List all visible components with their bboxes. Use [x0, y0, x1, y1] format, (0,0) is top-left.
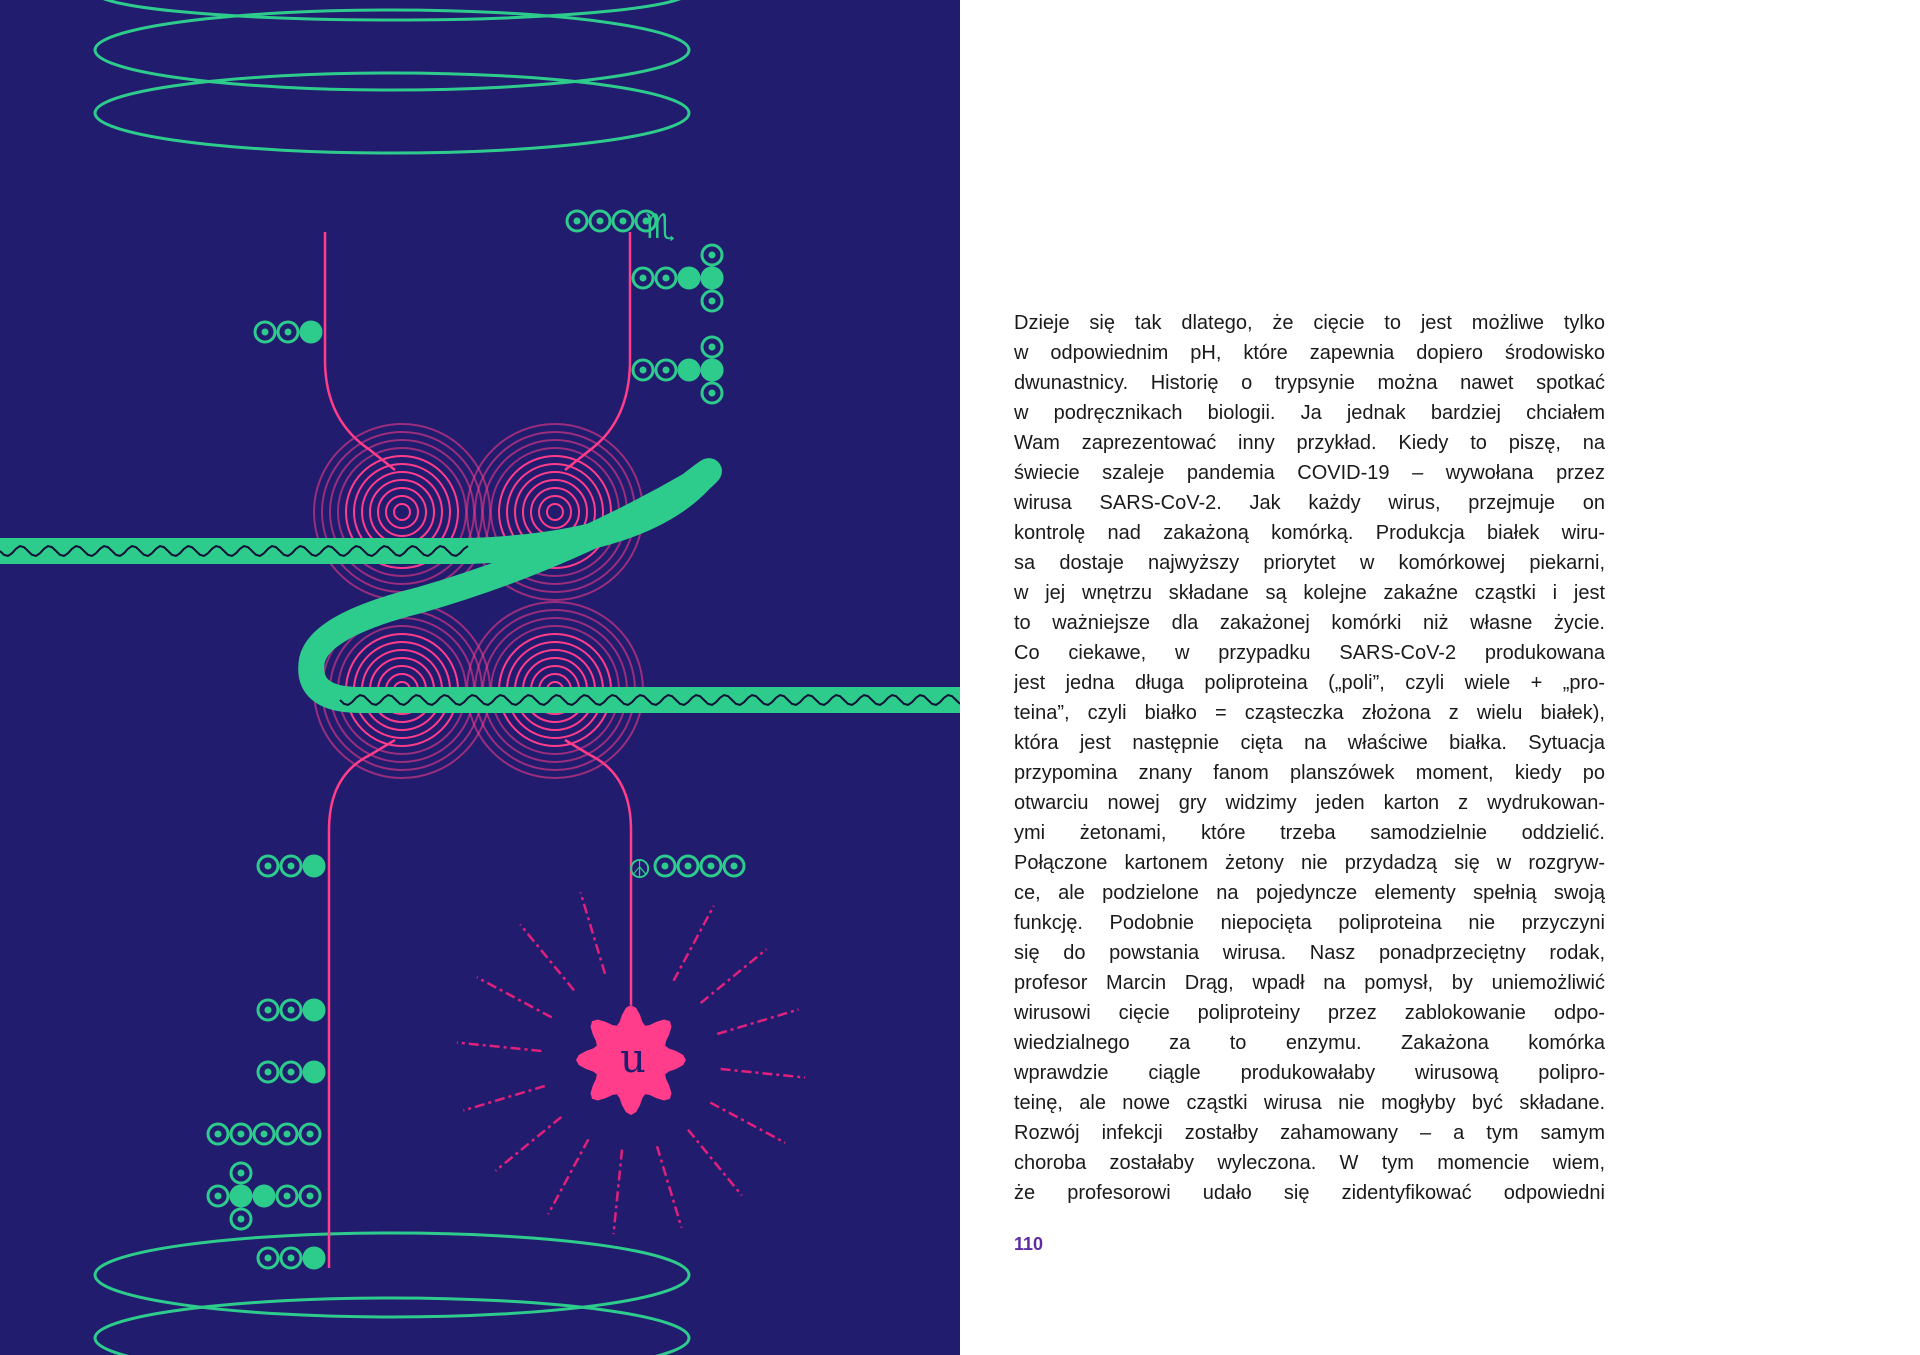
- ring-top-3: [95, 73, 689, 153]
- amino-acid-circle: [281, 856, 301, 876]
- amino-acid-circle: [679, 268, 699, 288]
- pink-strand-lines: [325, 232, 631, 1268]
- ribosome-concentric-circles: [314, 424, 643, 778]
- text-line: Wam zaprezentować inny przykład. Kiedy to piszę, na: [1014, 432, 1605, 454]
- amino-acid-circle: [656, 360, 676, 380]
- amino-acid-circle: [702, 337, 722, 357]
- amino-acid-circle: [258, 856, 278, 876]
- text-line: teinę, ale nowe cząstki wirusa nie mogłyby być składane.: [1014, 1092, 1605, 1114]
- amino-acid-circle: [702, 383, 722, 403]
- text-line: wirusa SARS-CoV-2. Jak każdy wirus, przejmuje on: [1014, 492, 1605, 514]
- burst-ray: [496, 1117, 562, 1171]
- page-number: 110: [1014, 1234, 1044, 1254]
- burst-ray: [717, 1010, 798, 1035]
- amino-acid-circle: [633, 268, 653, 288]
- text-line: wirusowi cięcie poliproteiny przez zablokowanie odpo-: [1014, 1002, 1605, 1024]
- amino-acid-circle: [254, 1186, 274, 1206]
- amino-acid-circle: [678, 856, 698, 876]
- amino-acid-circle: [702, 245, 722, 265]
- text-line: teina”, czyli białko = cząsteczka złożona z wielu białek),: [1014, 702, 1605, 724]
- text-line: się do powstania wirusa. Nasz ponadprzeciętny rodak,: [1014, 942, 1605, 964]
- amino-acid-circle: [590, 211, 610, 231]
- text-line: która jest następnie cięta na właściwe białka. Sytuacja: [1014, 732, 1605, 754]
- amino-acid-circle: [231, 1124, 251, 1144]
- amino-acid-circle: [231, 1209, 251, 1229]
- burst-ray: [688, 1130, 742, 1196]
- burst-ray: [614, 1150, 623, 1235]
- text-line: dwunastnicy. Historię o trypsynie można nawet spotkać: [1014, 372, 1605, 394]
- amino-acid-circle: [655, 856, 675, 876]
- amino-acid-circle: [258, 1062, 278, 1082]
- burst-ray: [674, 906, 714, 981]
- text-line: w odpowiednim pH, które zapewnia dopiero środowisko: [1014, 342, 1605, 364]
- text-line: sa dostaje najwyższy priorytet w komórkowej piekarni,: [1014, 552, 1605, 574]
- burst-ray: [721, 1069, 806, 1078]
- ring-bottom-1: [95, 1233, 689, 1317]
- zodiac-scorpio-icon: ♏: [645, 207, 676, 247]
- amino-acid-circle: [304, 856, 324, 876]
- text-line: jest jedna długa poliproteina („poli”, czyli wiele + „pro-: [1014, 672, 1605, 694]
- ribosome-ring: [394, 504, 410, 520]
- amino-acid-circle: [281, 1062, 301, 1082]
- text-line: kontrolę nad zakażoną komórką. Produkcja białek wiru-: [1014, 522, 1605, 544]
- amino-acid-circle: [304, 1248, 324, 1268]
- amino-acid-circle: [277, 1186, 297, 1206]
- membrane-rings-top: [95, 0, 689, 153]
- text-line: funkcję. Podobnie niepocięta poliproteina nie przyczyni: [1014, 912, 1605, 934]
- star-letter-u: u: [620, 1036, 646, 1082]
- burst-ray: [520, 925, 574, 991]
- burst-ray: [457, 1043, 542, 1052]
- text-line: przypomina znany fanom planszówek moment, kiedy po: [1014, 762, 1605, 784]
- text-line: Co ciekawe, w przypadku SARS-CoV-2 produkowana: [1014, 642, 1605, 664]
- amino-acid-circle: [301, 322, 321, 342]
- amino-acid-circle: [567, 211, 587, 231]
- ribosome-ring: [539, 496, 571, 528]
- amino-acid-chains: [208, 211, 744, 1268]
- text-page: [960, 0, 1920, 1355]
- amino-acid-circle: [304, 1000, 324, 1020]
- amino-acid-circle: [208, 1186, 228, 1206]
- text-line: profesor Marcin Drąg, wpadł na pomysł, by uniemożliwić: [1014, 972, 1605, 994]
- amino-acid-circle: [300, 1186, 320, 1206]
- text-line: otwarciu nowej gry widzimy jeden karton z wydrukowan-: [1014, 792, 1605, 814]
- burst-ray: [581, 892, 606, 973]
- text-line: Połączone kartonem żetony nie przydadzą się w rozgryw-: [1014, 852, 1605, 874]
- text-line: Dzieje się tak dlatego, że cięcie to jest możliwe tylko: [1014, 312, 1605, 334]
- burst-ray: [548, 1139, 588, 1214]
- ribbon-band: [0, 471, 960, 700]
- text-line: wprawdzie ciągle produkowałaby wirusową polipro-: [1014, 1062, 1605, 1084]
- text-line: ce, ale podzielone na pojedyncze elementy spełnią swoją: [1014, 882, 1605, 904]
- burst-ray: [657, 1146, 682, 1227]
- amino-acid-circle: [254, 1124, 274, 1144]
- text-line: ymi żetonami, które trzeba samodzielnie oddzielić.: [1014, 822, 1605, 844]
- amino-acid-circle: [277, 1124, 297, 1144]
- pink-strand-bottom-left: [329, 740, 395, 1268]
- amino-acid-circle: [231, 1186, 251, 1206]
- amino-acid-circle: [258, 1000, 278, 1020]
- ring-top-2: [95, 10, 689, 90]
- amino-acid-circle: [278, 322, 298, 342]
- body-paragraph: [1014, 308, 1605, 1208]
- text-line: że profesorowi udało się zidentyfikować odpowiedni: [1014, 1182, 1605, 1204]
- text-line: świecie szaleje pandemia COVID-19 – wywołana przez: [1014, 462, 1605, 484]
- amino-acid-circle: [304, 1062, 324, 1082]
- amino-acid-circle: [679, 360, 699, 380]
- text-line: wiedzialnego za to enzymu. Zakażona komórka: [1014, 1032, 1605, 1054]
- text-line: choroba zostałaby wyleczona. W tym momencie wiem,: [1014, 1152, 1605, 1174]
- burst-ray: [710, 1103, 785, 1143]
- ring-bottom-2: [95, 1298, 689, 1355]
- text-line: to ważniejsze dla zakażonej komórki niż własne życie.: [1014, 612, 1605, 634]
- amino-acid-circle: [281, 1000, 301, 1020]
- amino-acid-circle: [656, 268, 676, 288]
- ribosome-ring: [370, 480, 434, 544]
- star-enzyme: [576, 1005, 686, 1115]
- ribosome-ring: [386, 496, 418, 528]
- amino-acid-circle: [258, 1248, 278, 1268]
- amino-acid-circle: [633, 360, 653, 380]
- amino-acid-circle: [300, 1124, 320, 1144]
- burst-ray: [701, 949, 767, 1003]
- amino-acid-circle: [231, 1163, 251, 1183]
- ribosome-ring: [547, 504, 563, 520]
- text-line: w podręcznikach biologii. Ja jednak bardziej chciałem: [1014, 402, 1605, 424]
- amino-acid-circle: [255, 322, 275, 342]
- scorpio-glyph: [645, 207, 675, 247]
- peace-symbol-icon: ☮: [628, 855, 652, 885]
- burst-ray: [477, 977, 552, 1017]
- text-line: w jej wnętrzu składane są kolejne zakaźne cząstki i jest: [1014, 582, 1605, 604]
- membrane-rings-bottom: [95, 1233, 689, 1355]
- burst-ray: [463, 1086, 544, 1111]
- amino-acid-circle: [702, 291, 722, 311]
- amino-acid-circle: [208, 1124, 228, 1144]
- amino-acid-circle: [281, 1248, 301, 1268]
- amino-acid-circle: [724, 856, 744, 876]
- amino-acid-circle: [701, 856, 721, 876]
- peace-glyph: [628, 855, 651, 885]
- amino-acid-circle: [613, 211, 633, 231]
- text-line: Rozwój infekcji zostałby zahamowany – a tym samym: [1014, 1122, 1605, 1144]
